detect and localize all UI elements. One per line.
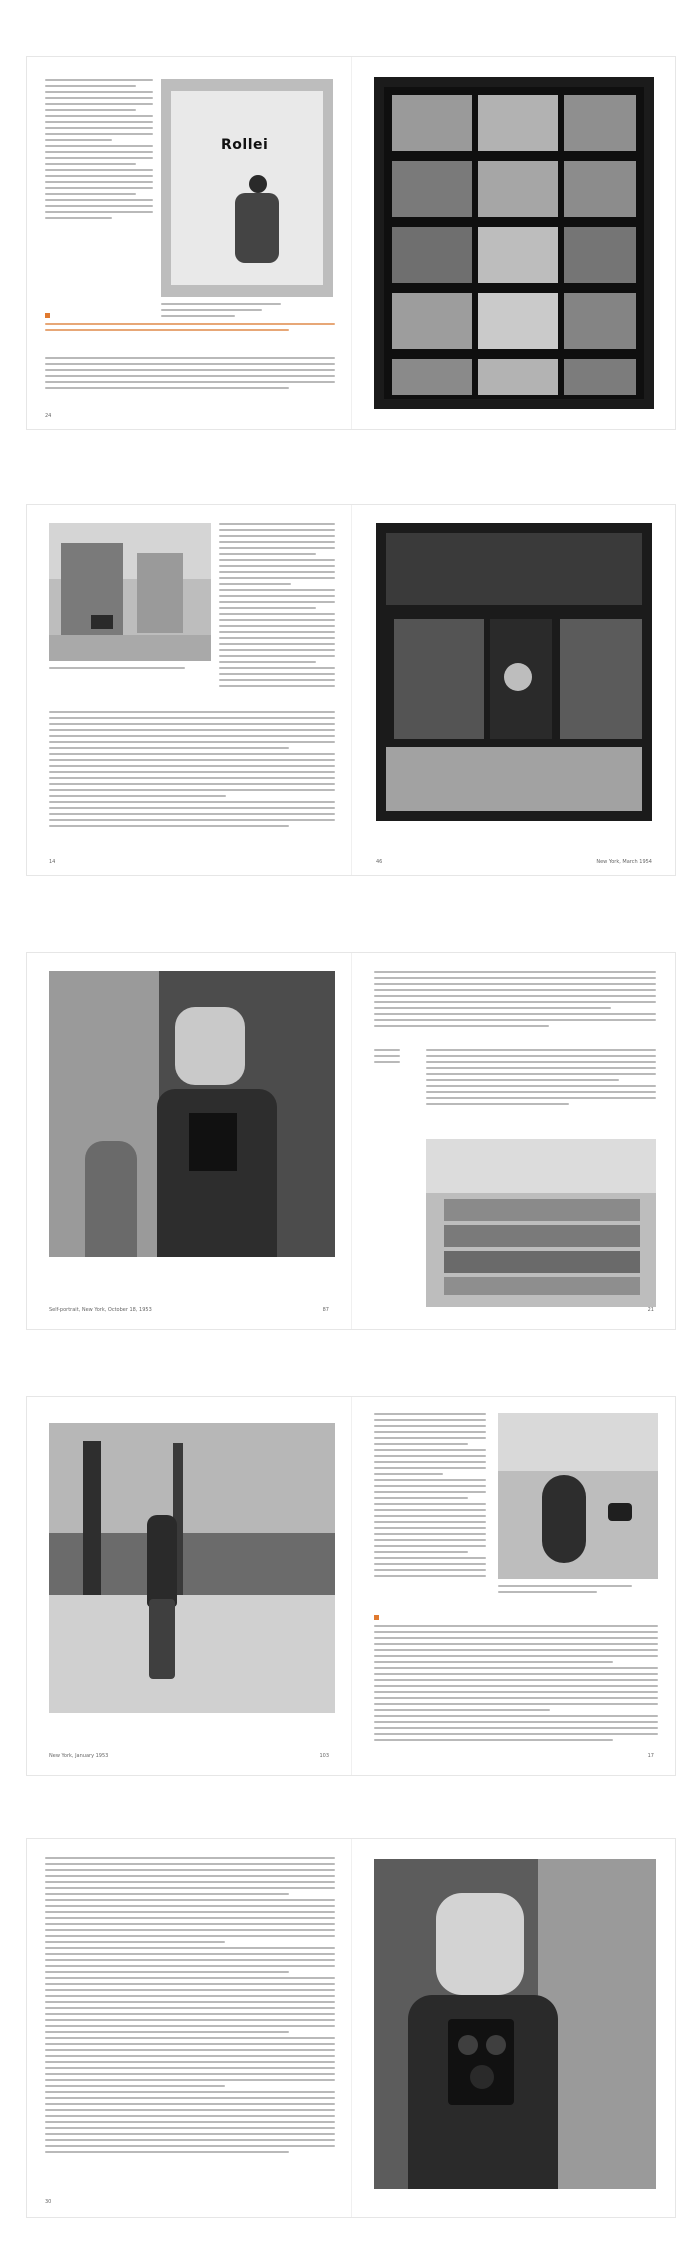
spread-2 bbox=[26, 504, 676, 876]
spread-5-right-page bbox=[351, 1839, 676, 2217]
reflection-street-photo bbox=[49, 1423, 335, 1713]
long-text bbox=[45, 1857, 335, 2189]
spread-2-right-page bbox=[351, 505, 676, 875]
page-number-left: 87 bbox=[322, 1307, 329, 1313]
spread-1-right-page bbox=[351, 57, 676, 429]
right-column-text bbox=[374, 1413, 486, 1611]
spread-4-left-page bbox=[27, 1397, 351, 1775]
spread-5 bbox=[26, 1838, 676, 2218]
rollei-logo-text: Rollei bbox=[221, 137, 269, 153]
body-text-lower bbox=[374, 1625, 658, 1753]
page-number-right: 46 bbox=[376, 859, 383, 865]
spread-1-left-page bbox=[27, 57, 351, 429]
right-text-middle bbox=[426, 1049, 656, 1127]
self-portrait-photo bbox=[49, 971, 335, 1257]
intro-text bbox=[45, 79, 153, 293]
page-number-left: 24 bbox=[45, 413, 52, 419]
spread-3-left-page bbox=[27, 953, 351, 1329]
spread-2-left-page bbox=[27, 505, 351, 875]
shadow-caption bbox=[498, 1585, 658, 1601]
self-portrait-caption: Self-portrait, New York, October 18, 1953 bbox=[49, 1307, 152, 1313]
body-text bbox=[45, 357, 335, 403]
page-number-right: 21 bbox=[647, 1307, 654, 1313]
spread-1 bbox=[26, 56, 676, 430]
right-text-top bbox=[374, 971, 656, 1039]
spread-3-right-page bbox=[351, 953, 676, 1329]
spread-3 bbox=[26, 952, 676, 1330]
page-number-right: 17 bbox=[647, 1753, 654, 1759]
rollei-studio-photo bbox=[161, 79, 333, 297]
spread-4-right-page bbox=[351, 1397, 676, 1775]
spread-5-left-page bbox=[27, 1839, 351, 2217]
shoe-store-photo bbox=[426, 1139, 656, 1307]
left-margin-caption bbox=[374, 1049, 416, 1067]
section-marker bbox=[45, 313, 50, 318]
newsstand-photo bbox=[376, 523, 652, 821]
section-marker-2 bbox=[374, 1615, 379, 1620]
page-number-left: 103 bbox=[319, 1753, 329, 1759]
contact-sheet bbox=[374, 77, 654, 409]
photo-caption-right: New York, March 1954 bbox=[596, 859, 652, 865]
street-scene-photo bbox=[49, 523, 211, 661]
rolleiflex-selfie-photo bbox=[374, 1859, 656, 2189]
column-right-top bbox=[219, 523, 335, 703]
pull-quote-lines bbox=[45, 323, 335, 353]
page-number-left: 30 bbox=[45, 2199, 52, 2205]
reflection-caption: New York, January 1953 bbox=[49, 1753, 109, 1759]
page-number-left: 14 bbox=[49, 859, 56, 865]
street-scene-caption-lines bbox=[49, 667, 211, 677]
spread-4 bbox=[26, 1396, 676, 1776]
shadow-selfie-photo bbox=[498, 1413, 658, 1579]
body-text-bottom bbox=[49, 711, 335, 843]
